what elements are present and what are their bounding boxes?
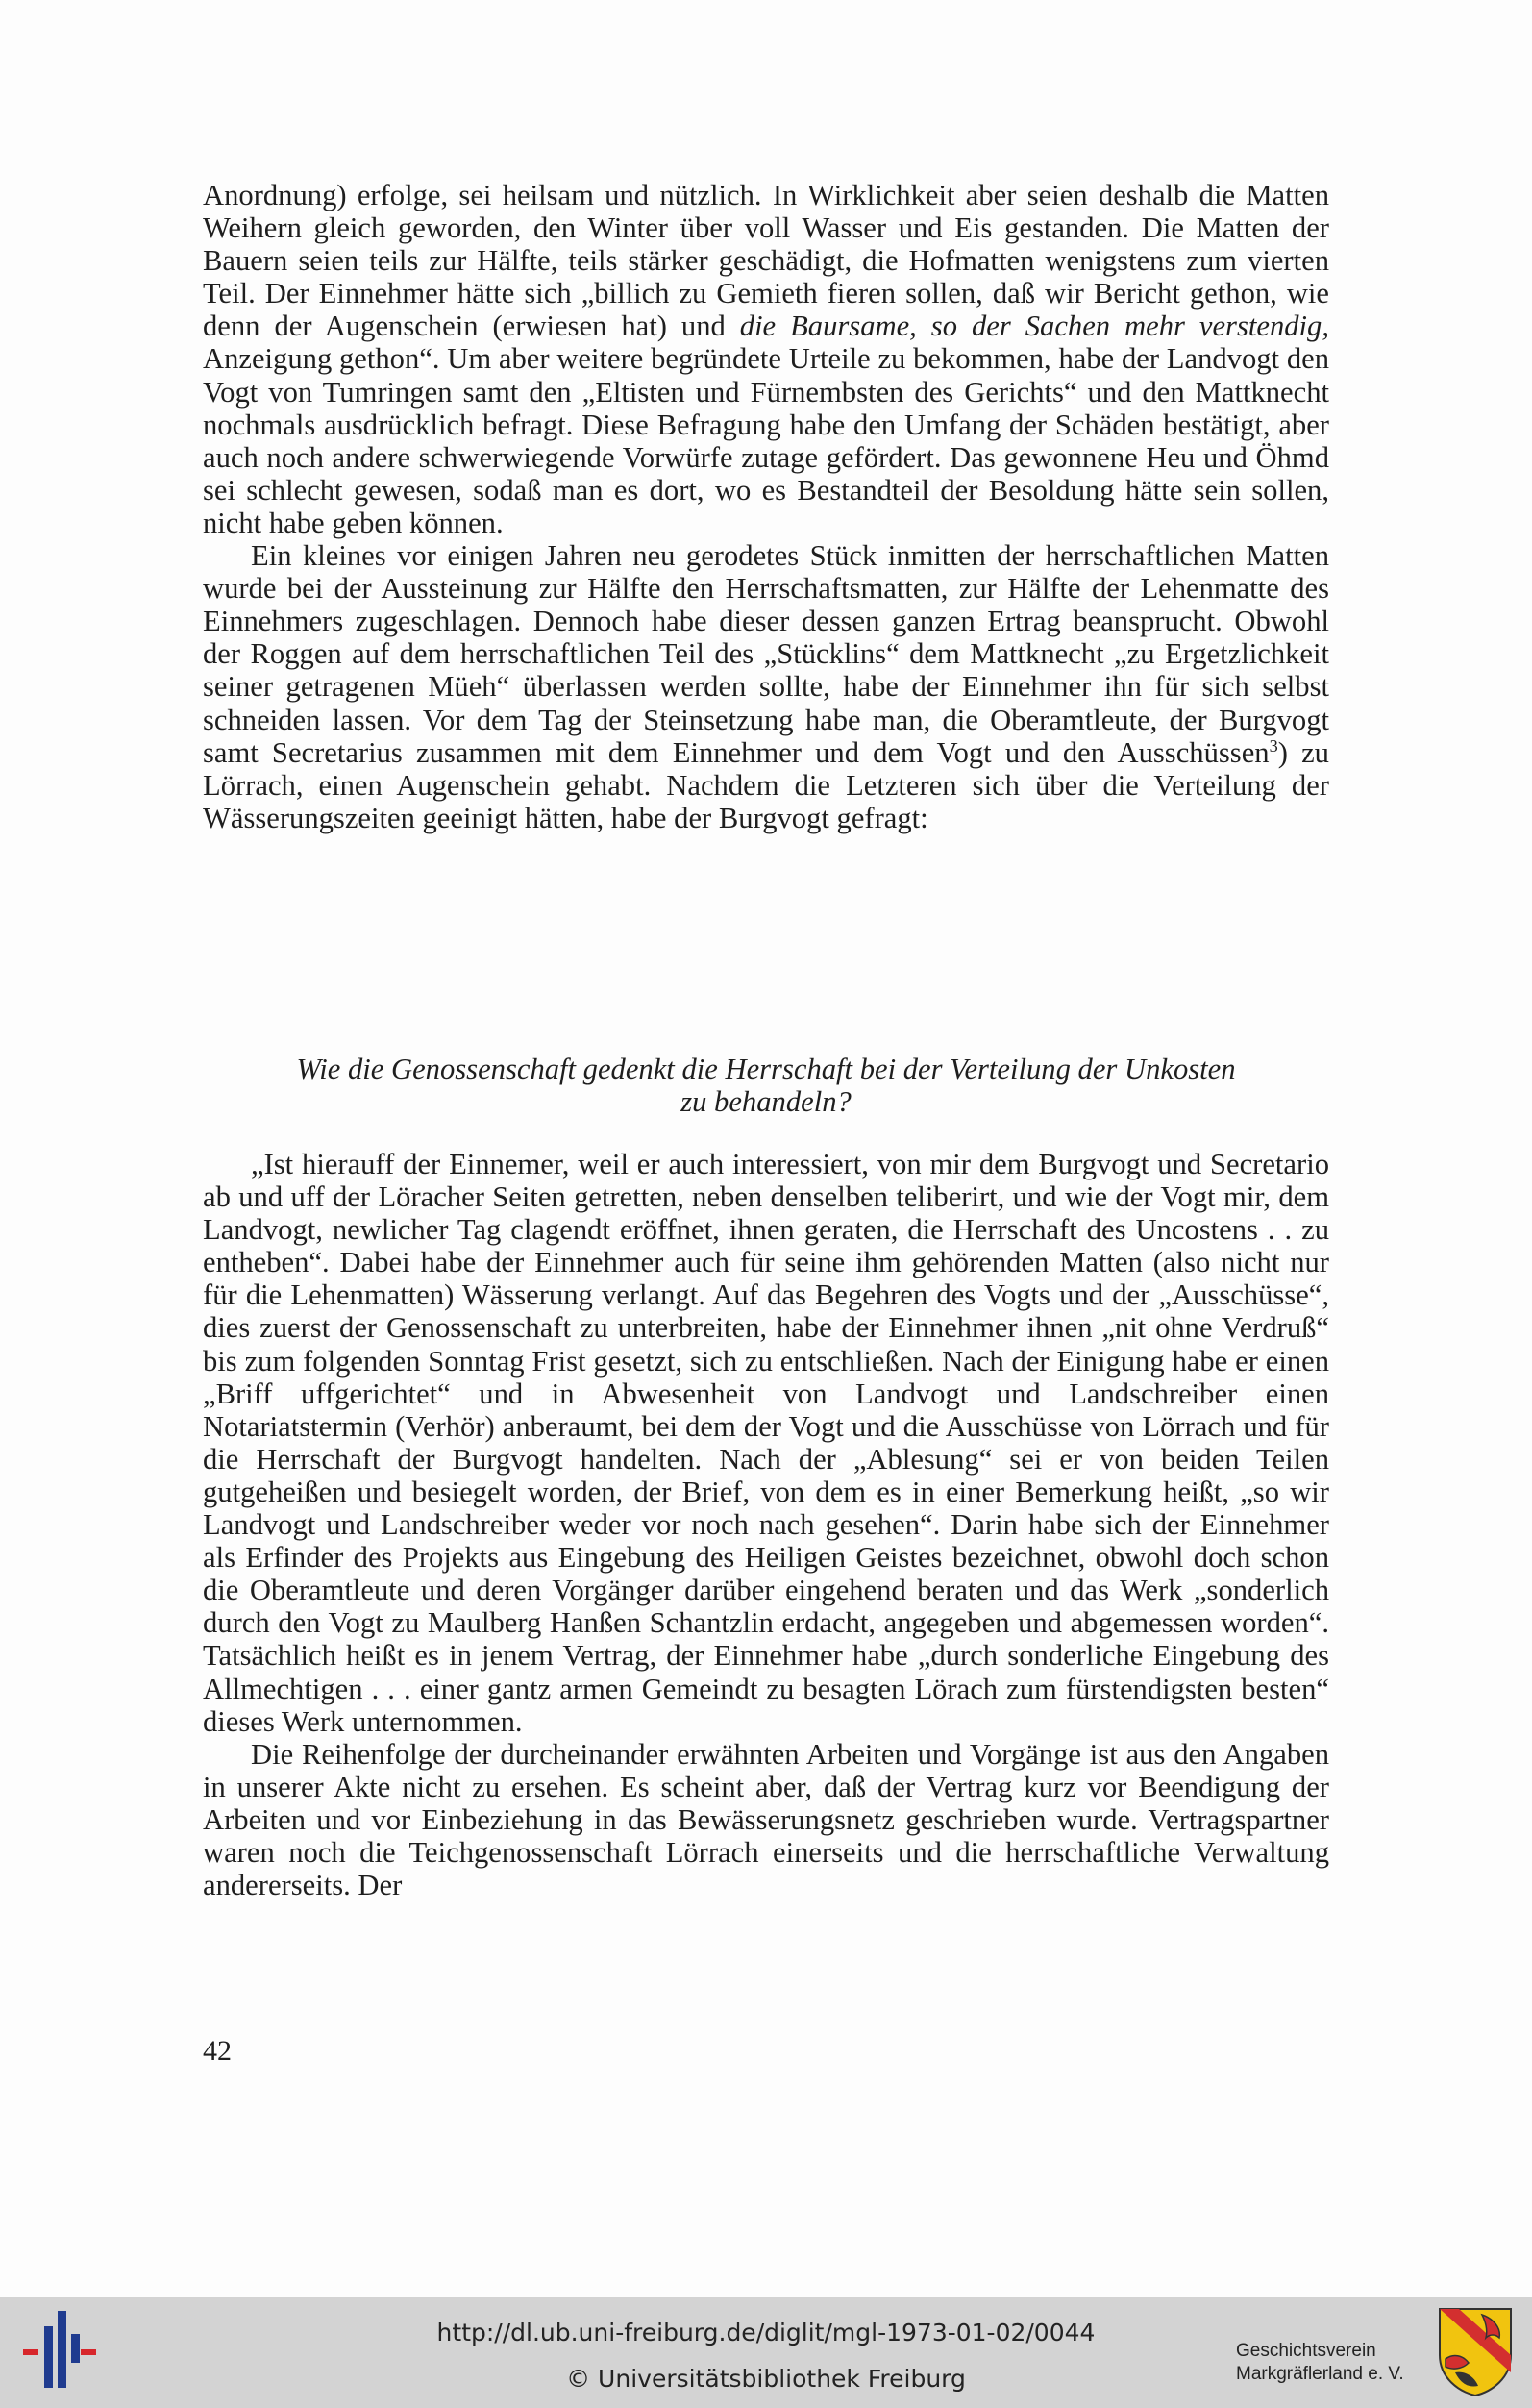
body-text-top [203, 179, 1329, 834]
footnote-marker[interactable]: 3 [1269, 735, 1278, 756]
paragraph: Anordnung) erfolge, sei heilsam und nützlich. In Wirklichkeit aber seien deshalb die Matten Weihern gleich geworden, den Winter über voll Wasser und Eis gestanden. Die Matten der Bauern seien teils zur Hälfte, teils stärker geschädigt, die Hofmatten wenigstens zum vierten Teil. Der Einnehmer hätte sich „billich zu Gemieth fieren sollen, daß wir Bericht gethon, wie denn der Augenschein (erwiesen hat) und die Baursame, so der Sachen mehr verstendig, Anzeigung gethon“. Um aber weitere begründete Urteile zu bekommen, habe der Landvogt den Vogt von Tumringen samt den „Eltisten und Fürnembsten des Gerichts“ und den Mattknecht nochmals ausdrücklich befragt. Diese Befragung habe den Umfang der Schäden bestätigt, aber auch noch andere schwerwiegende Vorwürfe zutage gefördert. Das gewonnene Heu und Öhmd sei schlecht gewesen, sodaß man es dort, wo es Bestandteil der Besoldung hätte sein sollen, nicht habe geben können. [203, 179, 1329, 539]
paragraph: Die Reihenfolge der durcheinander erwähnten Arbeiten und Vorgänge ist aus den Angaben in unserer Akte nicht zu ersehen. Es scheint aber, daß der Vertrag kurz vor Beendigung der Arbeiten und vor Einbeziehung in das Bewässerungsnetz geschrieben wurde. Vertragspartner waren noch die Teichgenossenschaft Lörrach einerseits und die herrschaftliche Verwaltung andererseits. Der [203, 1737, 1329, 1902]
body-text-bottom [203, 1148, 1329, 1901]
page-number: 42 [203, 2035, 232, 2067]
paragraph: Ein kleines vor einigen Jahren neu gerodetes Stück inmitten der herrschaftlichen Matten wurde bei der Aussteinung zur Hälfte den Herrschaftsmatten, zur Hälfte der Lehenmatte des Einnehmers zugeschlagen. Dennoch habe dieser dessen ganzen Ertrag beansprucht. Obwohl der Roggen auf dem herrschaftlichen Teil des „Stücklins“ dem Mattknecht „zu Ergetzlichkeit seiner getragenen Müeh“ überlassen werden sollte, habe der Einnehmer ihn für sich selbst schneiden lassen. Vor dem Tag der Steinsetzung habe man, die Oberamtleute, der Burgvogt samt Secretarius zusammen mit dem Einnehmer und dem Vogt und den Ausschüssen$^3$) zu Lörrach, einen Augenschein gehabt. Nachdem die Letzteren sich über die Verteilung der Wässerungszeiten geeinigt hätten, habe der Burgvogt gefragt: [203, 539, 1329, 834]
source-url-link[interactable]: http://dl.ub.uni-freiburg.de/diglit/mgl-1973-01-02/0044 [436, 2319, 1096, 2346]
paragraph: „Ist hierauff der Einnemer, weil er auch interessiert, von mir dem Burgvogt und Secretario ab und uff der Löracher Seiten getretten, neben denselben teliberirt, und wie der Vogt mir, dem Landvogt, newlicher Tag clagendt eröffnet, ihnen geraten, die Herrschaft des Uncostens . . zu entheben“. Dabei habe der Einnehmer auch für seine ihm gehörenden Matten (also nicht nur für die Lehenmatten) Wässerung verlangt. Auf das Begehren des Vogts und der „Ausschüsse“, dies zuerst der Genossenschaft zu unterbreiten, habe der Einnehmer ihnen „nit ohne Verdruß“ bis zum folgenden Sonntag Frist gesetzt, sich zu entschließen. Nach der Einigung habe er einen „Briff uffgerichtet“ und in Abwesenheit von Landvogt und Landschreiber einen Notariatstermin (Verhör) anberaumt, bei dem der Vogt und die Ausschüsse von Lörrach und für die Herrschaft der Burgvogt handelten. Nach der „Ablesung“ sei er von beiden Teilen gutgeheißen und besiegelt worden, der Brief, von dem es in einer Bemerkung heißt, „so wir Landvogt und Landschreiber weder vor noch nach gesehen“. Darin habe sich der Einnehmer als Erfinder des Projekts aus Eingebung des Heiligen Geistes bezeichnet, obwohl doch schon die Oberamtleute und deren Vorgänger darüber eingehend beraten und das Werk „sonderlich durch den Vogt zu Maulberg Hanßen Schantzlin erdacht, angegeben und abgemessen worden“. Tatsächlich heißt es in jenem Vertrag, der Einnehmer habe „durch sonderliche Eingebung des Allmechtigen . . . einer gantz armen Gemeindt zu besagten Lörach zum fürstendigsten besten“ dieses Werk unternommen. [203, 1148, 1329, 1738]
society-name: Geschichtsverein Markgräflerland e. V. [1236, 2341, 1404, 2384]
section-heading: Wie die Genossenschaft gedenkt die Herrschaft bei der Verteilung der Unkosten zu behandeln? [296, 1053, 1236, 1118]
italic-quote: die Baursame, so der Sachen mehr verstendig, [739, 310, 1329, 343]
coat-of-arms-icon[interactable] [1436, 2305, 1515, 2397]
copyright-text: © Universitätsbibliothek Freiburg [566, 2365, 966, 2393]
